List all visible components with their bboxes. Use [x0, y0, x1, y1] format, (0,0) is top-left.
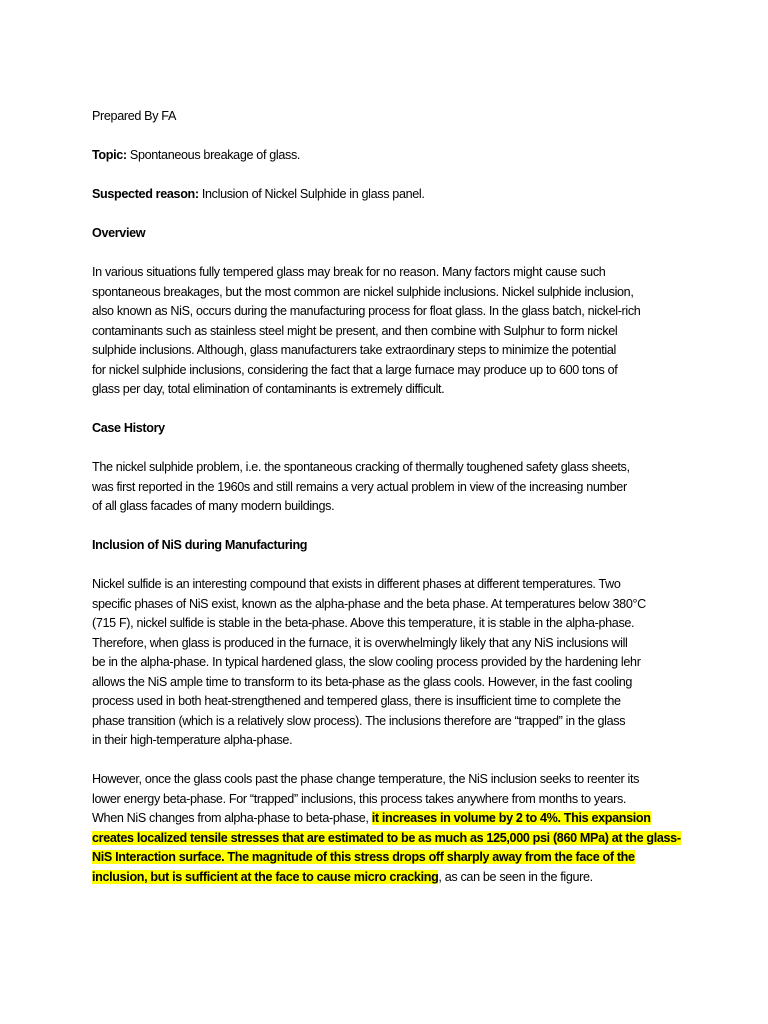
highlighted-text: creates localized tensile stresses that are estimated to be as much as 125,000 psi (860 MPa) at the glass-	[92, 830, 681, 845]
overview-line: sulphide inclusions. Although, glass manufacturers take extraordinary steps to minimize the potential	[92, 343, 616, 357]
case-history-paragraph	[92, 458, 692, 517]
highlighted-text: it increases in volume by 2 to 4%. This expansion	[371, 811, 651, 825]
manufacturing-line: in their high-temperature alpha-phase.	[92, 733, 293, 747]
manufacturing-line: process used in both heat-strengthened and tempered glass, there is insufficient time to complete the	[92, 694, 621, 708]
cooling-plain-text: When NiS changes from alpha-phase to beta-phase,	[92, 811, 372, 825]
overview-paragraph	[92, 263, 692, 400]
overview-line: In various situations fully tempered glass may break for no reason. Many factors might cause such	[92, 265, 606, 279]
case-history-line: was first reported in the 1960s and still remains a very actual problem in view of the increasing number	[92, 479, 627, 494]
prepared-by-text: Prepared By FA	[92, 109, 177, 123]
suspected-reason-label: Suspected reason:	[92, 187, 199, 201]
overview-line: contaminants such as stainless steel might be present, and then combine with Sulphur to form nickel	[92, 323, 618, 338]
overview-line: also known as NiS, occurs during the manufacturing process for float glass. In the glass batch, nickel-rich	[92, 304, 641, 318]
cooling-plain-text: , as can be seen in the figure.	[438, 869, 593, 884]
cooling-line	[92, 809, 692, 829]
manufacturing-line: be in the alpha-phase. In typical hardened glass, the slow cooling process provided by the hardening lehr	[92, 655, 641, 669]
manufacturing-heading: Inclusion of NiS during Manufacturing	[92, 538, 308, 552]
case-history-line: of all glass facades of many modern buildings.	[92, 499, 335, 513]
manufacturing-line: specific phases of NiS exist, known as the alpha-phase and the beta phase. At temperatures below 380°C	[92, 596, 646, 611]
overview-line: spontaneous breakages, but the most common are nickel sulphide inclusions. Nickel sulphide inclusion,	[92, 284, 634, 299]
cooling-line: lower energy beta-phase. For “trapped” inclusions, this process takes anywhere from months to years.	[92, 791, 627, 806]
manufacturing-line: (715 F), nickel sulfide is stable in the beta-phase. Above this temperature, it is stable in the alpha-phase.	[92, 616, 635, 630]
manufacturing-line: allows the NiS ample time to transform to its beta-phase as the glass cools. However, in the fast cooling	[92, 674, 633, 689]
topic-line	[92, 146, 692, 166]
prepared-by	[92, 107, 692, 127]
topic-label: Topic:	[92, 148, 127, 162]
cooling-line: However, once the glass cools past the phase change temperature, the NiS inclusion seeks to reenter its	[92, 772, 640, 786]
document-page	[92, 107, 692, 907]
manufacturing-paragraph	[92, 575, 692, 751]
overview-line: for nickel sulphide inclusions, considering the fact that a large furnace may produce up to 600 tons of	[92, 362, 618, 377]
cooling-line	[92, 848, 692, 868]
cooling-paragraph	[92, 770, 692, 887]
overview-heading: Overview	[92, 226, 146, 240]
highlighted-text: NiS Interaction surface. The magnitude of this stress drops off sharply away from the face of the	[92, 850, 635, 864]
suspected-reason-value: Inclusion of Nickel Sulphide in glass panel.	[198, 187, 425, 201]
manufacturing-line: Nickel sulfide is an interesting compound that exists in different phases at different temperatures. Two	[92, 577, 621, 591]
manufacturing-line: Therefore, when glass is produced in the furnace, it is overwhelmingly likely that any NiS inclusions will	[92, 635, 628, 650]
case-history-heading: Case History	[92, 421, 165, 435]
cooling-line	[92, 868, 692, 888]
highlighted-text: inclusion, but is sufficient at the face to cause micro cracking	[92, 869, 439, 884]
topic-value: Spontaneous breakage of glass.	[126, 148, 301, 162]
overview-line: glass per day, total elimination of contaminants is extremely difficult.	[92, 382, 445, 396]
manufacturing-line: phase transition (which is a relatively slow process). The inclusions therefore are “trapped” in the glass	[92, 713, 626, 728]
cooling-line	[92, 829, 692, 849]
case-history-line: The nickel sulphide problem, i.e. the spontaneous cracking of thermally toughened safety glass sheets,	[92, 460, 630, 474]
suspected-reason-line	[92, 185, 692, 205]
